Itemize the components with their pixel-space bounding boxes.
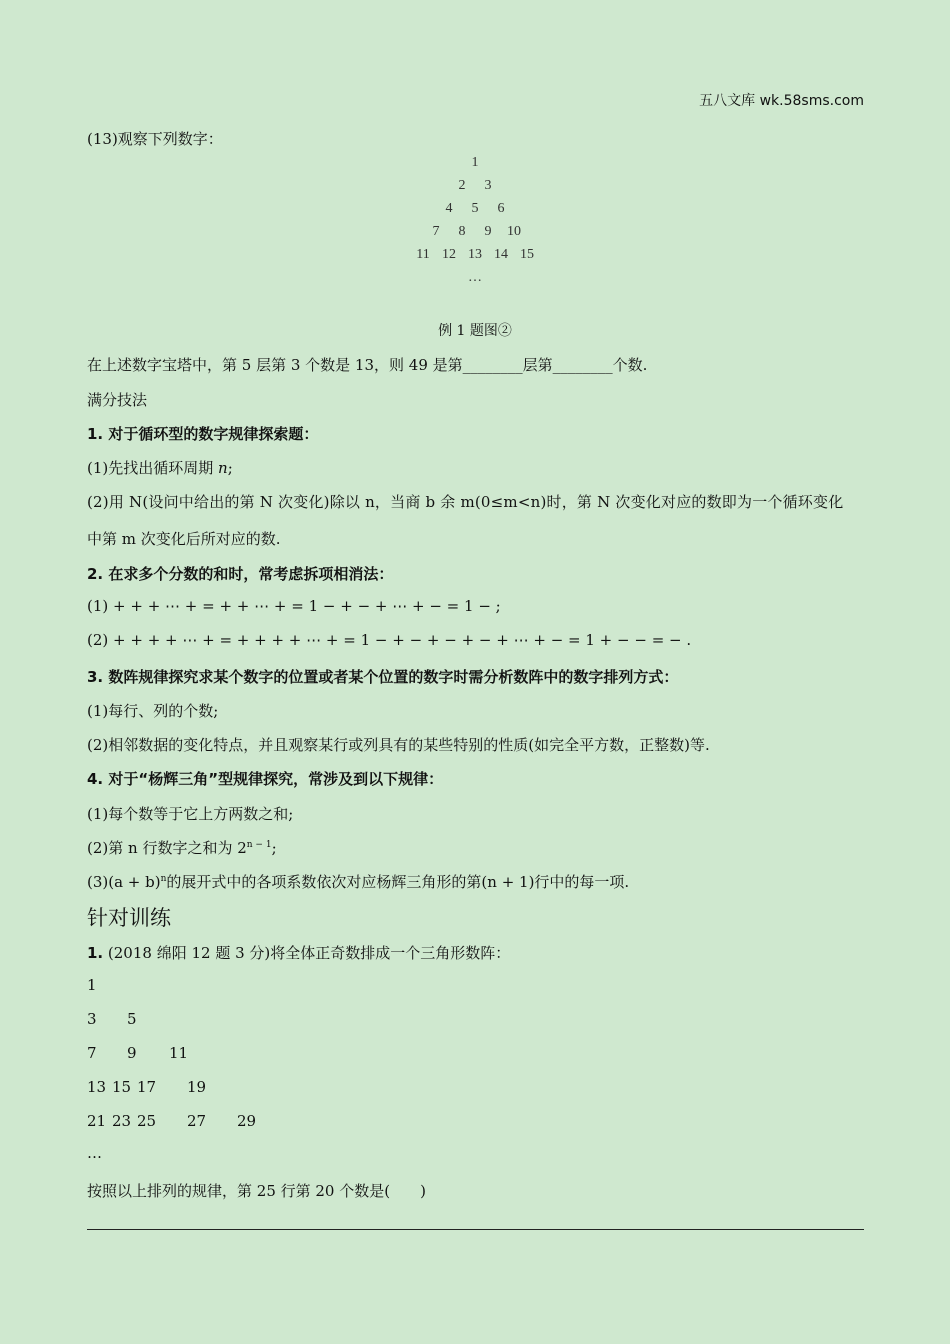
tip1-title: 1. 对于循环型的数字规律探索题： — [87, 425, 319, 443]
figure-caption: 例 1 题图② — [438, 323, 512, 339]
triangle-row-5: 21 23 25 27 29 — [87, 1112, 257, 1130]
tip2-a: (1) + + + ⋯ + = + + ⋯ + = 1 − + − + ⋯ + − = 1 − ; — [87, 597, 501, 615]
pyramid-row-1: 1 — [471, 155, 479, 170]
training-title: 针对训练 — [87, 906, 171, 930]
tip2-b: (2) + + + + ⋯ + = + + + + ⋯ + = 1 − + − + − + − + ⋯ + − = 1 + − − = − . — [87, 631, 692, 649]
training-question: 按照以上排列的规律，第 25 行第 20 个数是( ) — [87, 1182, 426, 1200]
triangle-row-3: 7 9 11 — [87, 1044, 189, 1062]
tip1-a: (1)先找出循环周期 n; — [87, 459, 233, 477]
pyramid-row-3: 4 5 6 — [445, 201, 505, 216]
tip4-c: $(3)(a + b)^n$的展开式中的各项系数依次对应杨辉三角形的第(n + 1)行中的每一项. — [87, 873, 630, 891]
bottom-rule — [87, 1229, 864, 1230]
q13-question: 在上述数字宝塔中，第 5 层第 3 个数是 13，则 49 是第________层第________个数. — [87, 356, 648, 374]
tips-title: 满分技法 — [87, 391, 148, 409]
tip4-title: 4. 对于“杨辉三角”型规律探究，常涉及到以下规律： — [87, 770, 444, 788]
triangle-row-1: 1 — [87, 976, 97, 994]
tip3-title: 3. 数阵规律探究求某个数字的位置或者某个位置的数字时需分析数阵中的数字排列方式： — [87, 668, 679, 686]
tip3-b: (2)相邻数据的变化特点，并且观察某行或列具有的某些特别的性质(如完全平方数，正整数)等. — [87, 736, 710, 754]
tip1-b-line2: 中第 m 次变化后所对应的数. — [87, 530, 281, 548]
pyramid-row-5: 11 12 13 14 15 — [416, 247, 534, 262]
training-q1: 1. (2018 绵阳 12 题 3 分)将全体正奇数排成一个三角形数阵： — [87, 944, 511, 962]
pyramid-row-4: 7 8 9 10 — [432, 224, 521, 239]
tip1-b-line1: (2)用 N(设问中给出的第 N 次变化)除以 n，当商 b 余 m(0≤m<n)时，第 N 次变化对应的数即为一个循环变化 — [87, 493, 844, 511]
triangle-ellipsis: … — [87, 1144, 102, 1162]
tip3-a: (1)每行、列的个数; — [87, 702, 219, 720]
tip2-title: 2. 在求多个分数的和时，常考虑拆项相消法： — [87, 565, 394, 583]
tip4-b: (2)第 n 行数字之和为 $2^{n - 1}$; — [87, 839, 277, 857]
pyramid-ellipsis: … — [468, 270, 482, 285]
triangle-row-4: 13 15 17 19 — [87, 1078, 207, 1096]
triangle-row-2: 3 5 — [87, 1010, 137, 1028]
watermark: 五八文库 wk.58sms.com — [699, 93, 864, 109]
pyramid-row-2: 2 3 — [458, 178, 492, 193]
q13-title: (13)观察下列数字： — [87, 130, 223, 148]
tip4-a: (1)每个数等于它上方两数之和; — [87, 805, 294, 823]
